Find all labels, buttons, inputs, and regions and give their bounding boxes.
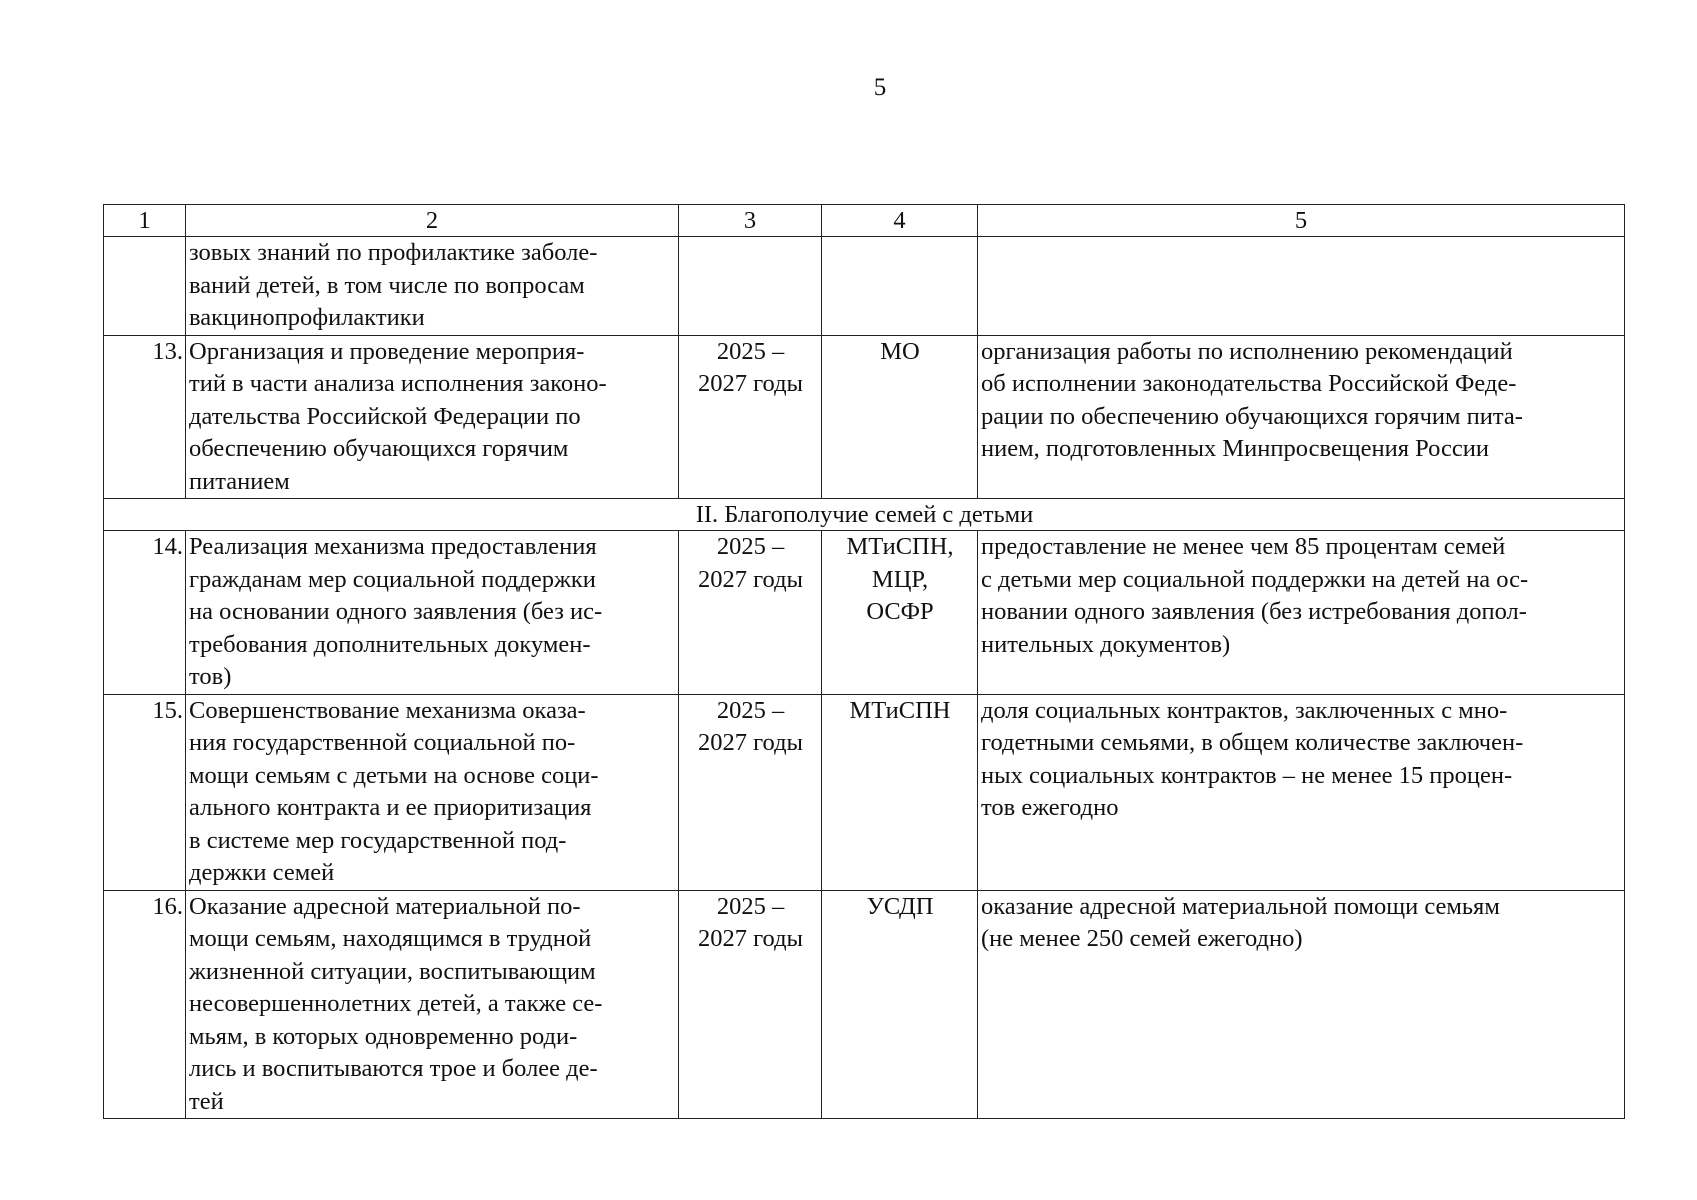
responsible-executor (822, 531, 978, 695)
expected-result-line: доля социальных контрактов, заключенных с мно- (981, 696, 1508, 724)
measure-name-line: мьям, в которых одновременно роди- (189, 1022, 578, 1050)
measure-name-line: ваний детей, в том числе по вопросам (189, 271, 585, 299)
measure-name-line: питанием (189, 467, 290, 495)
implementation-term-line: 2027 годы (697, 565, 804, 593)
table-row (104, 237, 1625, 336)
header-cell-result: 5 (978, 205, 1625, 237)
measure-name-line: держки семей (189, 859, 335, 886)
measure-name-line: тов) (189, 663, 232, 690)
implementation-term-line: 2025 – (716, 337, 785, 365)
expected-result-line: предоставление не менее чем 85 процентам семей (981, 533, 1506, 560)
measure-name-line: обеспечению обучающихся горячим (189, 435, 569, 462)
page-number: 5 (873, 74, 887, 101)
implementation-term-line: 2027 годы (697, 925, 804, 952)
row-number: 14. (104, 531, 186, 695)
expected-result-line: нием, подготовленных Минпросвещения России (981, 435, 1489, 462)
measure-name-line: несовершеннолетних детей, а также се- (189, 990, 603, 1017)
measure-name-line: мощи семьям с детьми на основе соци- (189, 761, 599, 789)
row-number: 16. (104, 890, 186, 1119)
measure-name-line: Совершенствование механизма оказа- (189, 696, 586, 724)
measure-name-line: требования дополнительных докумен- (189, 630, 591, 658)
measure-name-line: зовых знаний по профилактике заболе- (189, 239, 598, 266)
expected-result-line: об исполнении законодательства Российской Феде- (981, 370, 1517, 397)
expected-result-line: нительных документов) (981, 630, 1231, 658)
measure-name-line: ального контракта и ее приоритизация (189, 794, 592, 821)
section-title: II. Благополучие семей с детьми (104, 499, 1625, 531)
expected-result-line: с детьми мер социальной поддержки на детей на ос- (981, 565, 1529, 593)
measure-name-line: жизненной ситуации, воспитывающим (189, 957, 596, 985)
table-header-row (104, 205, 1625, 237)
implementation-term-line: 2027 годы (697, 729, 804, 756)
table-row (104, 890, 1625, 1119)
measure-name-line: ния государственной социальной по- (189, 729, 576, 756)
expected-result (978, 890, 1625, 1119)
table-section (104, 499, 1625, 531)
measure-name (186, 694, 679, 890)
measures-table (103, 204, 1625, 1119)
header-cell-name: 2 (186, 205, 679, 237)
measure-name-line: вакцинопрофилактики (189, 304, 425, 331)
header-cell-executor: 4 (822, 205, 978, 237)
implementation-term (679, 890, 822, 1119)
responsible-executor (822, 694, 978, 890)
responsible-executor (822, 890, 978, 1119)
measure-name (186, 890, 679, 1119)
expected-result-line: годетными семьями, в общем количестве заключен- (981, 729, 1524, 756)
row-number (104, 237, 186, 336)
expected-result-line: тов ежегодно (981, 794, 1119, 821)
measure-name-line: в системе мер государственной под- (189, 826, 567, 854)
expected-result-line: (не менее 250 семей ежегодно) (981, 925, 1303, 952)
measure-name (186, 237, 679, 336)
header-cell-term: 3 (679, 205, 822, 237)
responsible-executor-line: МТиСПН (849, 696, 951, 724)
measure-name-line: мощи семьям, находящимся в трудной (189, 925, 592, 952)
responsible-executor-line: УСДП (866, 892, 934, 920)
measure-name-line: лись и воспитываются трое и более де- (189, 1055, 598, 1082)
header-cell-number: 1 (104, 205, 186, 237)
measure-name (186, 335, 679, 499)
table-row (104, 694, 1625, 890)
expected-result (978, 335, 1625, 499)
expected-result-line: новании одного заявления (без истребования допол- (981, 598, 1527, 625)
table-body-top (104, 237, 1625, 499)
implementation-term-line: 2027 годы (697, 370, 804, 397)
row-number: 13. (104, 335, 186, 499)
expected-result-line: оказание адресной материальной помощи семьям (981, 892, 1500, 920)
measure-name-line: Оказание адресной материальной по- (189, 892, 581, 920)
expected-result-line: организация работы по исполнению рекомендаций (981, 337, 1513, 365)
expected-result (978, 694, 1625, 890)
expected-result-line: ных социальных контрактов – не менее 15 процен- (981, 761, 1513, 789)
implementation-term-line: 2025 – (716, 533, 785, 560)
expected-result-line: рации по обеспечению обучающихся горячим пита- (981, 402, 1523, 430)
measure-name-line: гражданам мер социальной поддержки (189, 565, 596, 593)
row-number: 15. (104, 694, 186, 890)
measure-name-line: на основании одного заявления (без ис- (189, 598, 603, 625)
responsible-executor-line: МТиСПН, (846, 533, 954, 560)
implementation-term-line: 2025 – (716, 892, 785, 920)
responsible-executor (822, 335, 978, 499)
measure-name (186, 531, 679, 695)
measure-name-line: дательства Российской Федерации по (189, 402, 581, 430)
section-row (104, 499, 1625, 531)
table-body-bottom (104, 531, 1625, 1119)
implementation-term (679, 694, 822, 890)
implementation-term (679, 335, 822, 499)
expected-result (978, 237, 1625, 336)
measure-name-line: Организация и проведение мероприя- (189, 337, 585, 365)
implementation-term (679, 531, 822, 695)
table-row (104, 335, 1625, 499)
responsible-executor-line: МО (880, 337, 920, 365)
responsible-executor-line: ОСФР (866, 598, 934, 625)
table-row (104, 531, 1625, 695)
responsible-executor (822, 237, 978, 336)
measure-name-line: тий в части анализа исполнения законо- (189, 370, 607, 397)
measure-name-line: тей (189, 1087, 224, 1115)
expected-result (978, 531, 1625, 695)
implementation-term-line: 2025 – (716, 696, 785, 724)
measure-name-line: Реализация механизма предоставления (189, 533, 597, 560)
implementation-term (679, 237, 822, 336)
responsible-executor-line: МЦР, (871, 565, 929, 593)
